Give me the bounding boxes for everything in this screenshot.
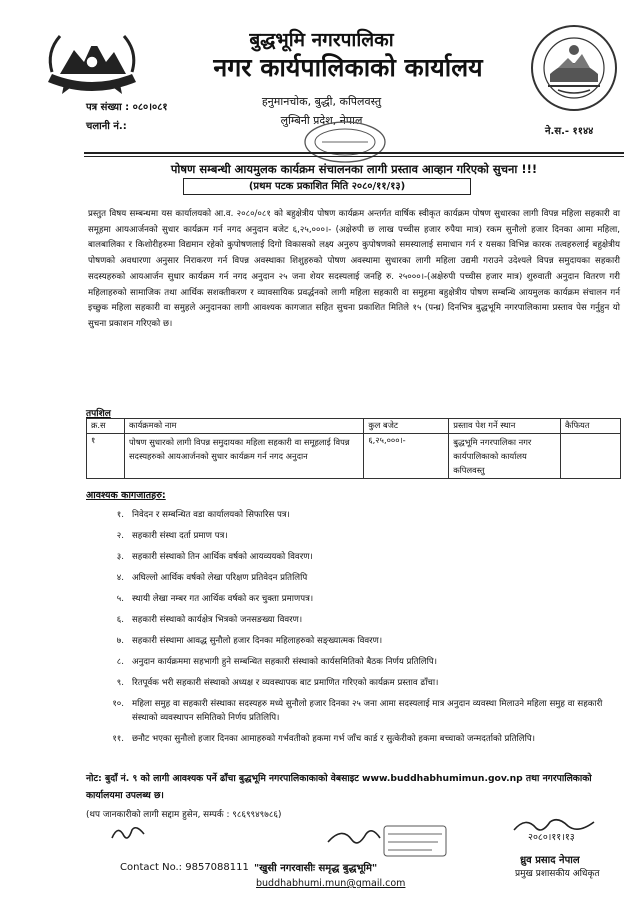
list-item: १. निवेदन र सम्बन्धित वडा कार्यालयको सिफारिस पत्र। [116, 510, 290, 520]
schedule-heading: तपशिल [86, 409, 111, 419]
col-header-remarks: कैफियत [561, 419, 621, 434]
address-line-2: लुम्बिनी प्रदेश, नेपाल [280, 114, 363, 127]
contact-number: Contact No.: 9857088111 [120, 862, 249, 873]
notice-body-paragraph: प्रस्तुत विषय सम्बन्धमा यस कार्यालयको आ.व. २०८०/०८१ को बहुक्षेत्रीय पोषण कार्यक्रम अन्तर्गत वार्षिक स्वीकृत कार्यक्रम पोषण सुधारका लागी विपन्न महिला सहकारी वा समूहमा आयआर्जनको सुधार कार्यक्रम गर्न नगद अनुदान बजेट ६,२५,०००।- (अक्षेरुपी छ लाख पच्चीस हजार रुपैया मात्र) रकम सुनौलो हजार दिनका आमा महिला, बालबालिका र किशोरीहरुमा विद्यमान रहेको कुपोषणलाई दिगो विकासको लक्ष्य अनुरुप कुपोषणको समस्यालाई समाधान गर्न र यसका विभिन्न कारक तत्वहरुलाई बहुक्षेत्रीय पोषणको अवधारणा अनुसार निराकरण गर्न विपन्न अवस्थाका शिशुहरुको पोषण अवस्थामा सुधारका लागी महिला उद्यमी गराउने उदेश्यले विपन्न समुदायका सहकारी सदस्यहरुको आयआर्जन सुधार कार्यक्रम गर्न नगद अनुदान २५ जना शेयर सदस्यलाई जनहि रु. २५०००।-(अक्षेरुपी पच्चीस हजार मात्र) शुरुवाती अनुदान वितरण गरी महिलाहरुको सामाजिक तथा आर्थिक सशक्तीकरण र व्यावसायिक प्रवर्द्धनको लागी महिला सहकारी वा समुहमा बहुक्षेत्रीय पोषण सम्बन्धि आयमुलक कार्यक्रम संचालन गर्न इच्छुक महिला सहकारी वा समुहले अनुदानका लागी आवश्यक कागजात सहित सुचना प्रकाशित मितिले १५ (पन्ध्र) दिनभित्र बुद्धभूमि नगरपालिकामा प्रस्ताव पेस गर्नुहुन यो सुचना प्रकाशन गरिएको छ। [88, 209, 620, 329]
list-item: ४. अघिल्लो आर्थिक वर्षको लेखा परिक्षण प्रतिवेदन प्रतिलिपि [116, 573, 308, 583]
list-item: १०. महिला समुह वा सहकारी संस्थाका सदस्यहरु मध्ये सुनौलो हजार दिनका २५ जना आमा सदस्यलाई मात्र अनुदान व्यवस्था मिलाउने महिला समुह वा सहकारी संस्थाको व्यवस्थापन समितिको निर्णय प्रतिलिपि। [112, 699, 603, 723]
email-address: buddhabhumi.mun@gmail.com [256, 878, 406, 889]
cell-remarks [561, 434, 621, 479]
list-item: ७. सहकारी संस्थामा आवद्ध सुनौलो हजार दिनका महिलाहरुको सङ्ख्यात्मक विवरण। [116, 636, 383, 646]
col-header-program: कार्यक्रमको नाम [124, 419, 363, 434]
address-line-1: हनुमानचोक, बुद्धी, कपिलवस्तु [261, 95, 382, 108]
list-item: ६. सहकारी संस्थाको कार्यक्षेत्र भित्रको जनसङख्या विवरण। [116, 615, 303, 625]
notice-title: पोषण सम्बन्धी आयमुलक कार्यक्रम संचालनका लागी प्रस्ताव आव्हान गरिएको सुचना !!! [170, 162, 538, 176]
signatory-name: ध्रुव प्रसाद नेपाल [520, 855, 580, 866]
cell-budget: ६,२५,०००।- [364, 434, 449, 479]
table-header-row [87, 419, 621, 434]
stamp-signature [322, 820, 452, 860]
col-header-sn: क्र.स [87, 419, 125, 434]
nepal-sambat: ने.स.- ११४४ [545, 126, 594, 137]
list-item: ११. छनौट भएका सुनौलो हजार दिनका आमाहरुको गर्भवतीको हकमा गर्भ जाँच कार्ड र सुत्केरीको हकमा बच्चाको जन्मदर्ताको प्रतिलिपि। [112, 734, 535, 744]
dispatch-number: चलानी नं.: [86, 121, 127, 132]
cell-place: बुद्धभूमि नगरपालिका नगर कार्यपालिकाको कार्यालय कपिलवस्तु [449, 434, 561, 479]
list-item: ५. स्थायी लेखा नम्बर गत आर्थिक वर्षको कर चुक्ता प्रमाणपत्र। [116, 594, 314, 604]
note-text: नोट: बुदाँ नं. ९ को लागी आवश्यक पर्ने ढाँचा बुद्धभूमि नगरपालिकाकाको वेबसाइट www.buddhabhumimun.gov.np तथा नगरपालिकाको कार्यालयमा उपलब्ध छ। [86, 773, 592, 801]
divider [84, 152, 624, 154]
slogan: "खुसी नगरवासीः समृद्ध बुद्धभूमि" [254, 863, 378, 874]
municipality-name: बुद्धभूमि नगरपालिका [249, 29, 394, 51]
cell-sn: १ [87, 434, 125, 479]
list-item: ३. सहकारी संस्थाको तिन आर्थिक वर्षको आयव्ययको विवरण। [116, 552, 313, 562]
first-published-date: (प्रथम पटक प्रकाशित मिति २०८०/११/१३) [183, 178, 471, 195]
signatory-title: प्रमुख प्रशासकीय अधिकृत [515, 869, 600, 879]
documents-list [86, 508, 626, 753]
list-item: ८. अनुदान कार्यक्रममा सहभागी हुने सम्बन्धित सहकारी संस्थाको कार्यसमितिको बैठक निर्णय प्रतिलिपि। [116, 657, 437, 667]
list-item: ९. रितपूर्वक भरी सहकारी संस्थाको अध्यक्ष र व्यवस्थापक बाट प्रमाणित गरिएको कार्यक्रम प्रस्ताव ढाँचा। [116, 678, 439, 688]
cell-program: पोषण सुधारको लागी विपन्न समुदायका महिला सहकारी वा समूहलाई विपन्न सदस्यहरुको आयआर्जनको सुधार कार्यक्रम गर्न नगद अनुदान [124, 434, 363, 479]
list-item: २. सहकारी संस्था दर्ता प्रमाण पत्र। [116, 531, 228, 541]
office-stamp [300, 118, 390, 166]
table-row [87, 434, 621, 479]
reference-number: पत्र संख्या : ०८०।०८१ [86, 102, 168, 113]
col-header-budget: कुल बजेट [364, 419, 449, 434]
contact-person: (थप जानकारीको लागी सद्दाम हुसेन, सम्पर्क : ९८६९९४९७८६) [86, 810, 282, 820]
documents-heading: आवश्यक कागजातहरु: [86, 490, 166, 501]
office-title: नगर कार्यपालिकाको कार्यालय [213, 53, 483, 82]
schedule-table [86, 418, 621, 479]
initials-signature [108, 822, 148, 844]
divider [84, 156, 624, 157]
signature-date: २०८०।११।१३ [528, 832, 575, 843]
col-header-place: प्रस्ताव पेश गर्ने स्थान [449, 419, 561, 434]
